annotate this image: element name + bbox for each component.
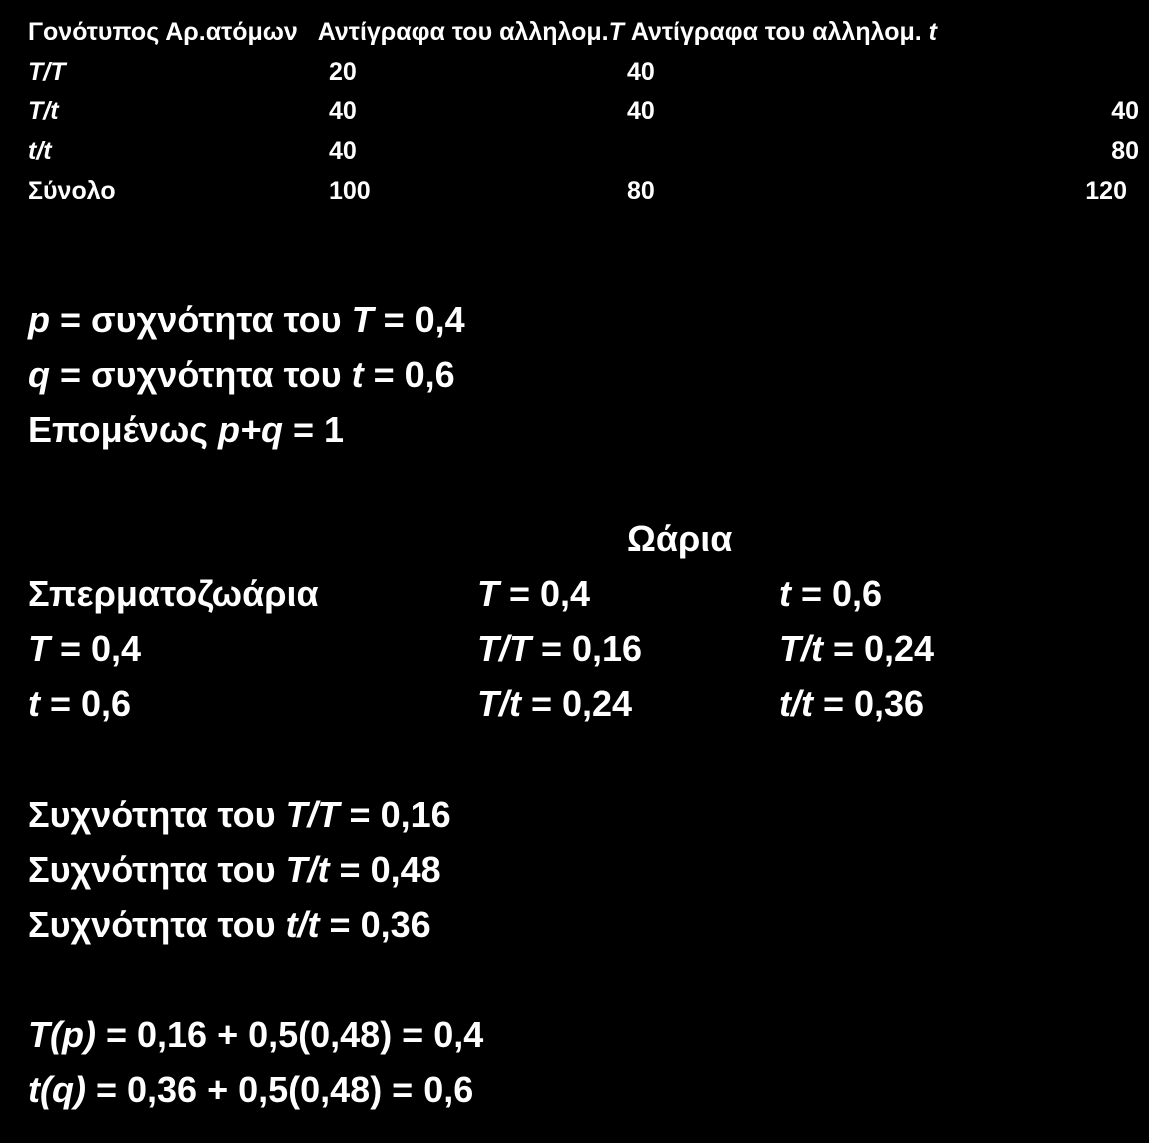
punnett-cell <box>477 627 642 671</box>
sperm-allele-t <box>28 682 131 726</box>
cell-genotype: t/t <box>779 683 813 724</box>
p-value: = 0,4 <box>373 299 465 340</box>
p-frequency-line <box>28 298 465 342</box>
genotype-label: T/T <box>285 794 340 835</box>
table-row-genotype: T/T <box>28 58 66 86</box>
equation-line <box>28 1068 473 1112</box>
q-variable: q <box>28 354 50 395</box>
genotype-frequency-prefix: Συχνότητα του <box>28 794 286 835</box>
cell-genotype: T/t <box>477 683 521 724</box>
cell-value: = 0,24 <box>822 628 935 669</box>
q-text: = συχνότητα του <box>50 354 352 395</box>
sperm-allele-value: = 0,4 <box>50 628 142 669</box>
table-row-genotype: t/t <box>28 137 52 165</box>
genotype-frequency-prefix: Συχνότητα του <box>28 904 286 945</box>
sperm-title: Σπερματοζωάρια <box>28 573 319 614</box>
table-header <box>28 17 937 47</box>
table-row-genotype: T/t <box>28 97 59 125</box>
ova-allele-label: T <box>477 573 499 614</box>
cell-genotype: T/T <box>477 628 531 669</box>
p-variable: p <box>28 299 50 340</box>
header-copies-T-allele: T <box>608 18 624 46</box>
table-row-copies-t: 80 <box>1111 137 1139 165</box>
sperm-allele-value: = 0,6 <box>40 683 132 724</box>
sperm-allele-label: T <box>28 628 50 669</box>
table-row-copies-t: 120 <box>1085 177 1127 205</box>
p-text: = συχνότητα του <box>50 299 352 340</box>
ova-allele-value: = 0,6 <box>791 573 883 614</box>
genotype-label: t/t <box>285 904 320 945</box>
q-frequency-line <box>28 353 455 397</box>
header-copies-t-label: Αντίγραφα του αλληλομ. <box>630 18 922 46</box>
equation-line <box>28 1013 483 1057</box>
ova-allele-label: t <box>779 573 791 614</box>
q-allele: t <box>351 354 364 395</box>
table-row-count: 40 <box>329 137 357 165</box>
table-row-copies-T: 80 <box>627 177 655 205</box>
ova-allele-value: = 0,4 <box>499 573 591 614</box>
ova-title: Ωάρια <box>627 518 733 559</box>
table-row-copies-t: 40 <box>1111 97 1139 125</box>
ova-allele-T <box>477 572 590 616</box>
table-row-genotype: Σύνολο <box>28 177 116 205</box>
cell-value: = 0,16 <box>530 628 643 669</box>
table-row-count: 20 <box>329 58 357 86</box>
sum-value: = 1 <box>283 409 345 450</box>
genotype-frequency-prefix: Συχνότητα του <box>28 849 286 890</box>
q-value: = 0,6 <box>363 354 455 395</box>
sum-expression: p+q <box>217 409 283 450</box>
header-copies-t-allele: t <box>928 18 937 46</box>
sperm-allele-T <box>28 627 141 671</box>
equation-lhs: T(p) <box>28 1014 96 1055</box>
sperm-allele-label: t <box>28 683 40 724</box>
equation-rhs: = 0,36 + 0,5(0,48) = 0,6 <box>85 1069 474 1110</box>
table-row-copies-T: 40 <box>627 97 655 125</box>
sum-prefix: Επομένως <box>28 409 218 450</box>
ova-allele-t <box>779 572 882 616</box>
p-allele: T <box>351 299 374 340</box>
genotype-frequency-line <box>28 793 451 837</box>
punnett-cell <box>779 682 924 726</box>
genotype-frequency-line <box>28 903 431 947</box>
equation-rhs: = 0,16 + 0,5(0,48) = 0,4 <box>95 1014 484 1055</box>
cell-genotype: T/t <box>779 628 823 669</box>
genotype-label: T/t <box>285 849 330 890</box>
genotype-value: = 0,36 <box>319 904 431 945</box>
sum-line <box>28 408 344 452</box>
punnett-cell <box>779 627 934 671</box>
cell-value: = 0,36 <box>812 683 925 724</box>
genotype-value: = 0,16 <box>339 794 451 835</box>
genotype-frequency-line <box>28 848 441 892</box>
header-copies-T-label: Αντίγραφα του αλληλομ. <box>317 18 609 46</box>
punnett-cell <box>477 682 632 726</box>
header-genotype: Γονότυπος <box>28 18 160 46</box>
table-row-copies-T: 40 <box>627 58 655 86</box>
table-row-count: 100 <box>329 177 371 205</box>
genotype-value: = 0,48 <box>329 849 441 890</box>
table-row-count: 40 <box>329 97 357 125</box>
header-count: Αρ.ατόμων <box>165 18 298 46</box>
equation-lhs: t(q) <box>28 1069 86 1110</box>
cell-value: = 0,24 <box>520 683 633 724</box>
